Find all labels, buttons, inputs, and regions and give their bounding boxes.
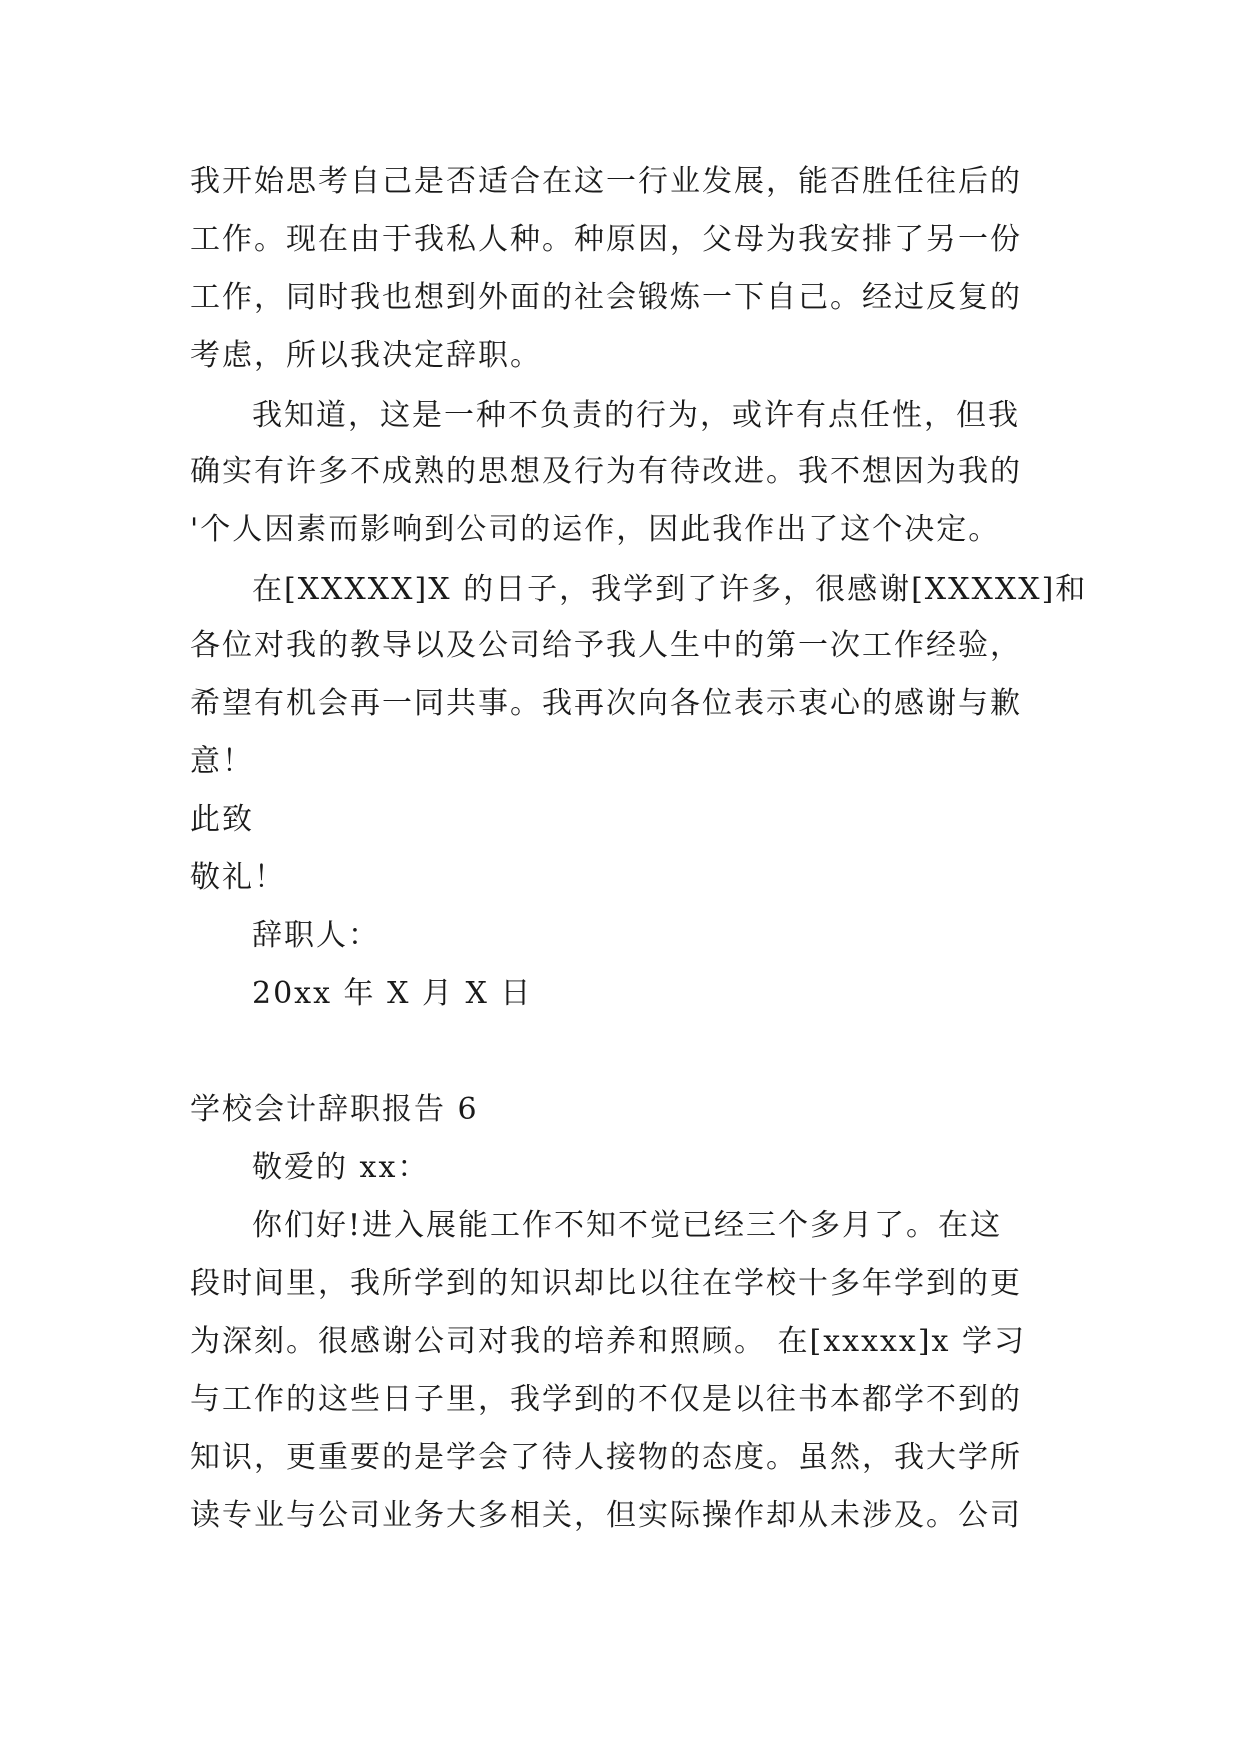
paragraph-line: 段时间里，我所学到的知识却比以往在学校十多年学到的更 — [190, 1266, 1022, 1301]
paragraph-line: 知识，更重要的是学会了待人接物的态度。虽然，我大学所 — [190, 1440, 1022, 1475]
paragraph-line: 确实有许多不成熟的思想及行为有待改进。我不想因为我的 — [190, 454, 1022, 489]
paragraph-line: 你们好!进入展能工作不知不觉已经三个多月了。在这 — [252, 1208, 1003, 1243]
closing-line: 敬礼！ — [190, 860, 286, 895]
paragraph-line: 工作。现在由于我私人种。种原因，父母为我安排了另一份 — [190, 222, 1022, 257]
salutation: 敬爱的 xx： — [252, 1150, 430, 1185]
paragraph-line: 意！ — [190, 744, 254, 779]
paragraph-line: 读专业与公司业务大多相关，但实际操作却从未涉及。公司 — [190, 1498, 1022, 1533]
paragraph-line: '个人因素而影响到公司的运作，因此我作出了这个决定。 — [190, 512, 1001, 547]
paragraph-line: 我知道，这是一种不负责的行为，或许有点任性，但我 — [252, 398, 1020, 433]
paragraph-line: 我开始思考自己是否适合在这一行业发展，能否胜任往后的 — [190, 164, 1022, 199]
paragraph-line: 各位对我的教导以及公司给予我人生中的第一次工作经验， — [190, 628, 1022, 663]
paragraph-line: 考虑，所以我决定辞职。 — [190, 338, 542, 373]
paragraph-line: 希望有机会再一同共事。我再次向各位表示衷心的感谢与歉 — [190, 686, 1022, 721]
paragraph-line: 为深刻。很感谢公司对我的培养和照顾。 在[xxxxx]x 学习 — [190, 1324, 1026, 1359]
section-title: 学校会计辞职报告 6 — [190, 1092, 479, 1127]
paragraph-line: 工作，同时我也想到外面的社会锻炼一下自己。经过反复的 — [190, 280, 1022, 315]
date-line: 20xx 年 X 月 X 日 — [252, 976, 533, 1011]
signature-label: 辞职人： — [252, 918, 380, 953]
closing-line: 此致 — [190, 802, 254, 837]
paragraph-line: 在[XXXXX]X 的日子，我学到了许多，很感谢[XXXXX]和 — [252, 572, 1088, 607]
paragraph-line: 与工作的这些日子里，我学到的不仅是以往书本都学不到的 — [190, 1382, 1022, 1417]
